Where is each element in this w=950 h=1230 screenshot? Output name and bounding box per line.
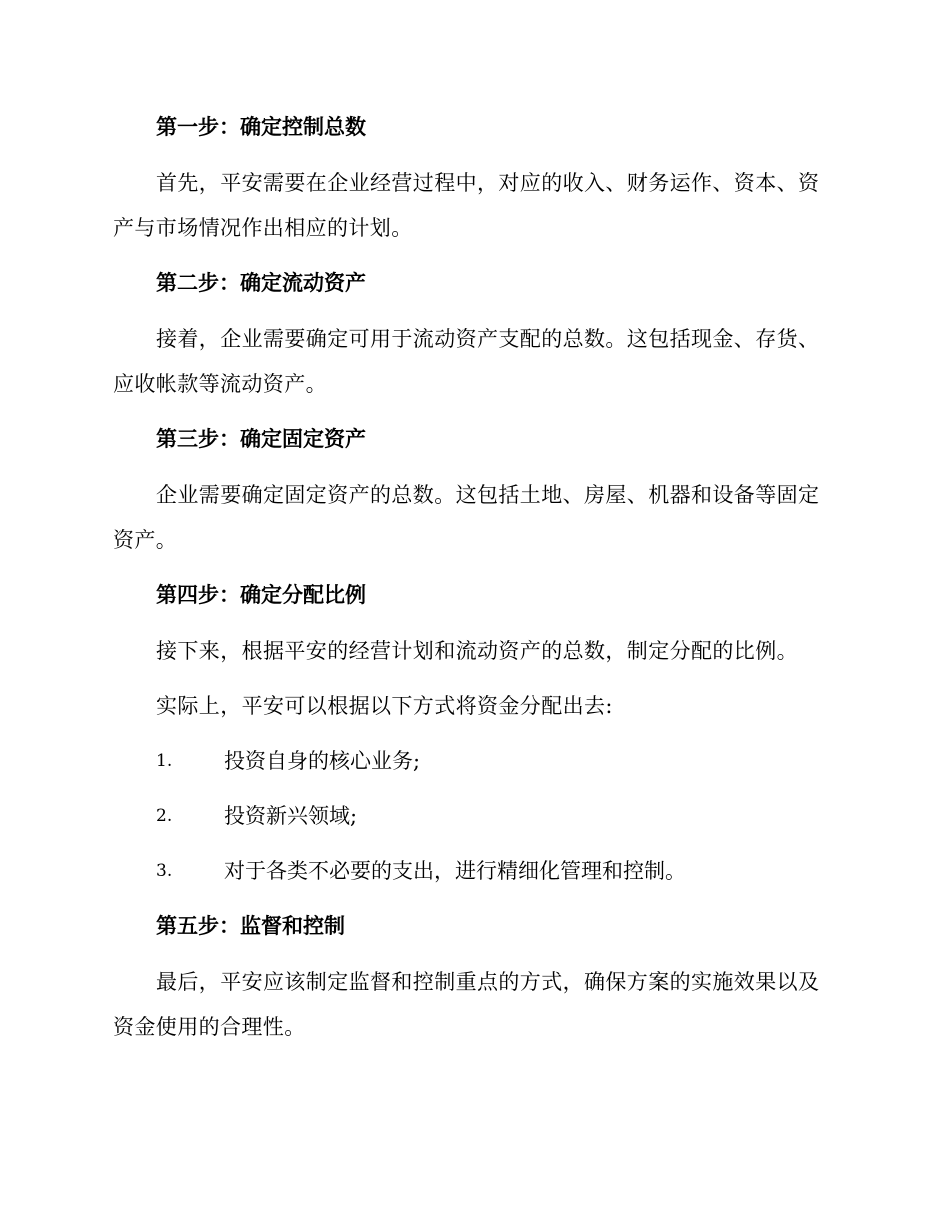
section-paragraph: 最后，平安应该制定监督和控制重点的方式，确保方案的实施效果以及资金使用的合理性。 [113, 970, 820, 1039]
section-paragraph: 接着，企业需要确定可用于流动资产支配的总数。这包括现金、存货、应收帐款等流动资产。 [113, 327, 820, 396]
list-number: 1. [156, 751, 173, 771]
list-item [113, 849, 833, 894]
list-text: 投资自身的核心业务; [224, 749, 421, 773]
section-heading: 第一步：确定控制总数 [156, 115, 366, 139]
list-number: 3. [156, 861, 173, 881]
section-paragraph: 实际上，平安可以根据以下方式将资金分配出去: [156, 694, 613, 718]
list-item [113, 794, 833, 839]
section-heading: 第五步：监督和控制 [156, 914, 345, 938]
document-body [113, 108, 833, 1050]
section-heading: 第二步：确定流动资产 [156, 271, 366, 295]
section-paragraph: 接下来，根据平安的经营计划和流动资产的总数，制定分配的比例。 [156, 639, 798, 663]
list-text: 投资新兴领域; [224, 804, 358, 828]
list-number: 2. [156, 806, 173, 826]
list-item [113, 739, 833, 784]
section-paragraph: 企业需要确定固定资产的总数。这包括土地、房屋、机器和设备等固定资产。 [113, 483, 820, 552]
section-heading: 第三步：确定固定资产 [156, 427, 366, 451]
section-heading: 第四步：确定分配比例 [156, 583, 366, 607]
list-text: 对于各类不必要的支出，进行精细化管理和控制。 [224, 859, 686, 883]
section-paragraph: 首先，平安需要在企业经营过程中，对应的收入、财务运作、资本、资产与市场情况作出相应的计划。 [113, 171, 820, 240]
